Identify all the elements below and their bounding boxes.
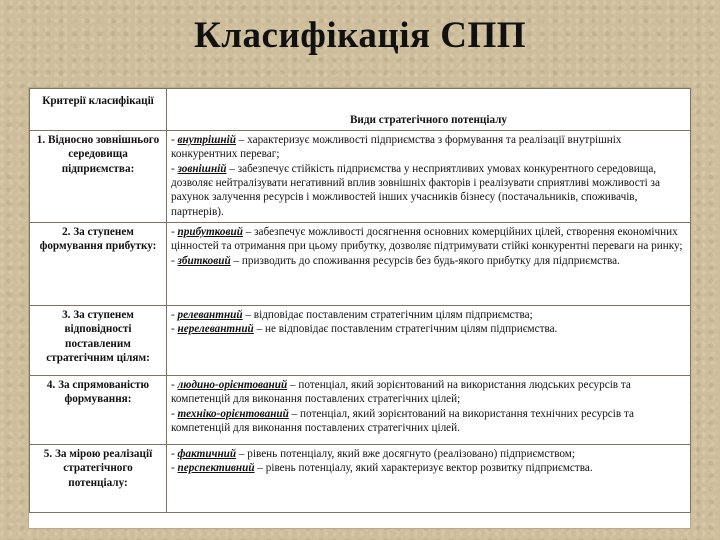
term-label: прибутковий <box>177 226 243 238</box>
term-definition: – характеризує можливості підприємства з формування та реалізації внутрішніх конкурентних переваг; <box>171 134 622 161</box>
description-cell <box>167 445 691 513</box>
criterion-cell: 4. За спрямованістю формування: <box>30 376 167 445</box>
table-row <box>30 131 691 223</box>
term-definition: – забезпечує можливості досягнення основних комерційних цілей, створення економічних цінностей та отримання при цьому прибутку, дозволяє підтримувати стійкі конкурентні переваги на ринку; <box>171 226 683 253</box>
list-item <box>171 225 686 254</box>
term-label: людино-орієнтований <box>177 379 288 391</box>
item-prefix: - <box>171 309 178 321</box>
classification-table <box>29 88 691 513</box>
list-item <box>171 322 686 336</box>
term-label: релевантний <box>177 309 243 321</box>
term-definition: – відповідає поставленим стратегічним цілям підприємства; <box>242 309 533 321</box>
term-definition: – призводить до споживання ресурсів без будь-якого прибутку для підприємства. <box>230 254 620 267</box>
list-item <box>171 254 686 268</box>
item-prefix: - <box>171 379 178 391</box>
item-prefix: - <box>171 323 178 336</box>
term-label: нерелевантний <box>177 323 254 336</box>
description-cell <box>167 376 691 445</box>
list-item <box>171 461 686 475</box>
description-cell <box>167 131 691 223</box>
page-title: Класифікація СПП <box>193 15 527 56</box>
term-definition: – не відповідає поставленим стратегічним цілям підприємства. <box>253 323 558 336</box>
term-label: техніко-орієнтований <box>177 407 289 420</box>
description-cell <box>167 306 691 376</box>
item-prefix: - <box>171 254 178 267</box>
item-prefix: - <box>171 134 178 146</box>
list-item <box>171 407 686 436</box>
criterion-cell: 1. Відносно зовнішнього середовища підприємства: <box>30 131 167 223</box>
criterion-cell: 5. За мірою реалізації стратегічного потенціалу: <box>30 445 167 513</box>
term-label: внутрішній <box>177 134 236 146</box>
item-prefix: - <box>171 462 178 475</box>
term-definition: – рівень потенціалу, який вже досягнуто (реалізовано) підприємством; <box>236 448 575 460</box>
item-prefix: - <box>171 407 178 420</box>
table-row <box>30 223 691 306</box>
term-label: збитковий <box>177 254 231 267</box>
table-row <box>30 306 691 376</box>
list-item <box>171 162 686 219</box>
term-definition: – забезпечує стійкість підприємства у несприятливих умовах конкурентного середовища, дозволяє нейтралізувати негативний вплив зовнішніх факторів і реалізувати сприятливі можливості за рахунок залучення ресурсів і можливостей інших учасників бізнесу (постачальників, споживачів, партнерів). <box>171 162 660 218</box>
list-item <box>171 447 686 461</box>
header-types: Види стратегічного потенціалу <box>167 89 691 131</box>
term-label: зовнішній <box>177 162 227 175</box>
criterion-cell: 2. За ступенем формування прибутку: <box>30 223 167 306</box>
item-prefix: - <box>171 448 178 460</box>
term-definition: – потенціал, який зорієнтований на використання людських ресурсів та компетенцій для виконання поставлених стратегічних цілей; <box>171 379 631 406</box>
item-prefix: - <box>171 162 178 175</box>
list-item <box>171 308 686 322</box>
list-item <box>171 378 686 407</box>
table-row <box>30 376 691 445</box>
criterion-cell: 3. За ступенем відповідності поставленим стратегічним цілям: <box>30 306 167 376</box>
term-definition: – рівень потенціалу, який характеризує вектор розвитку підприємства. <box>254 462 593 475</box>
item-prefix: - <box>171 226 178 238</box>
description-cell <box>167 223 691 306</box>
list-item <box>171 133 686 162</box>
term-label: перспективний <box>177 462 255 475</box>
table-header-row <box>30 89 691 131</box>
classification-table-container <box>29 88 690 528</box>
term-label: фактичний <box>177 448 237 460</box>
table-row <box>30 445 691 513</box>
term-definition: – потенціал, який зорієнтований на використання технічних ресурсів та компетенцій для виконання поставлених стратегічних цілей. <box>171 407 634 434</box>
header-criteria: Критерії класифікації <box>30 89 167 131</box>
